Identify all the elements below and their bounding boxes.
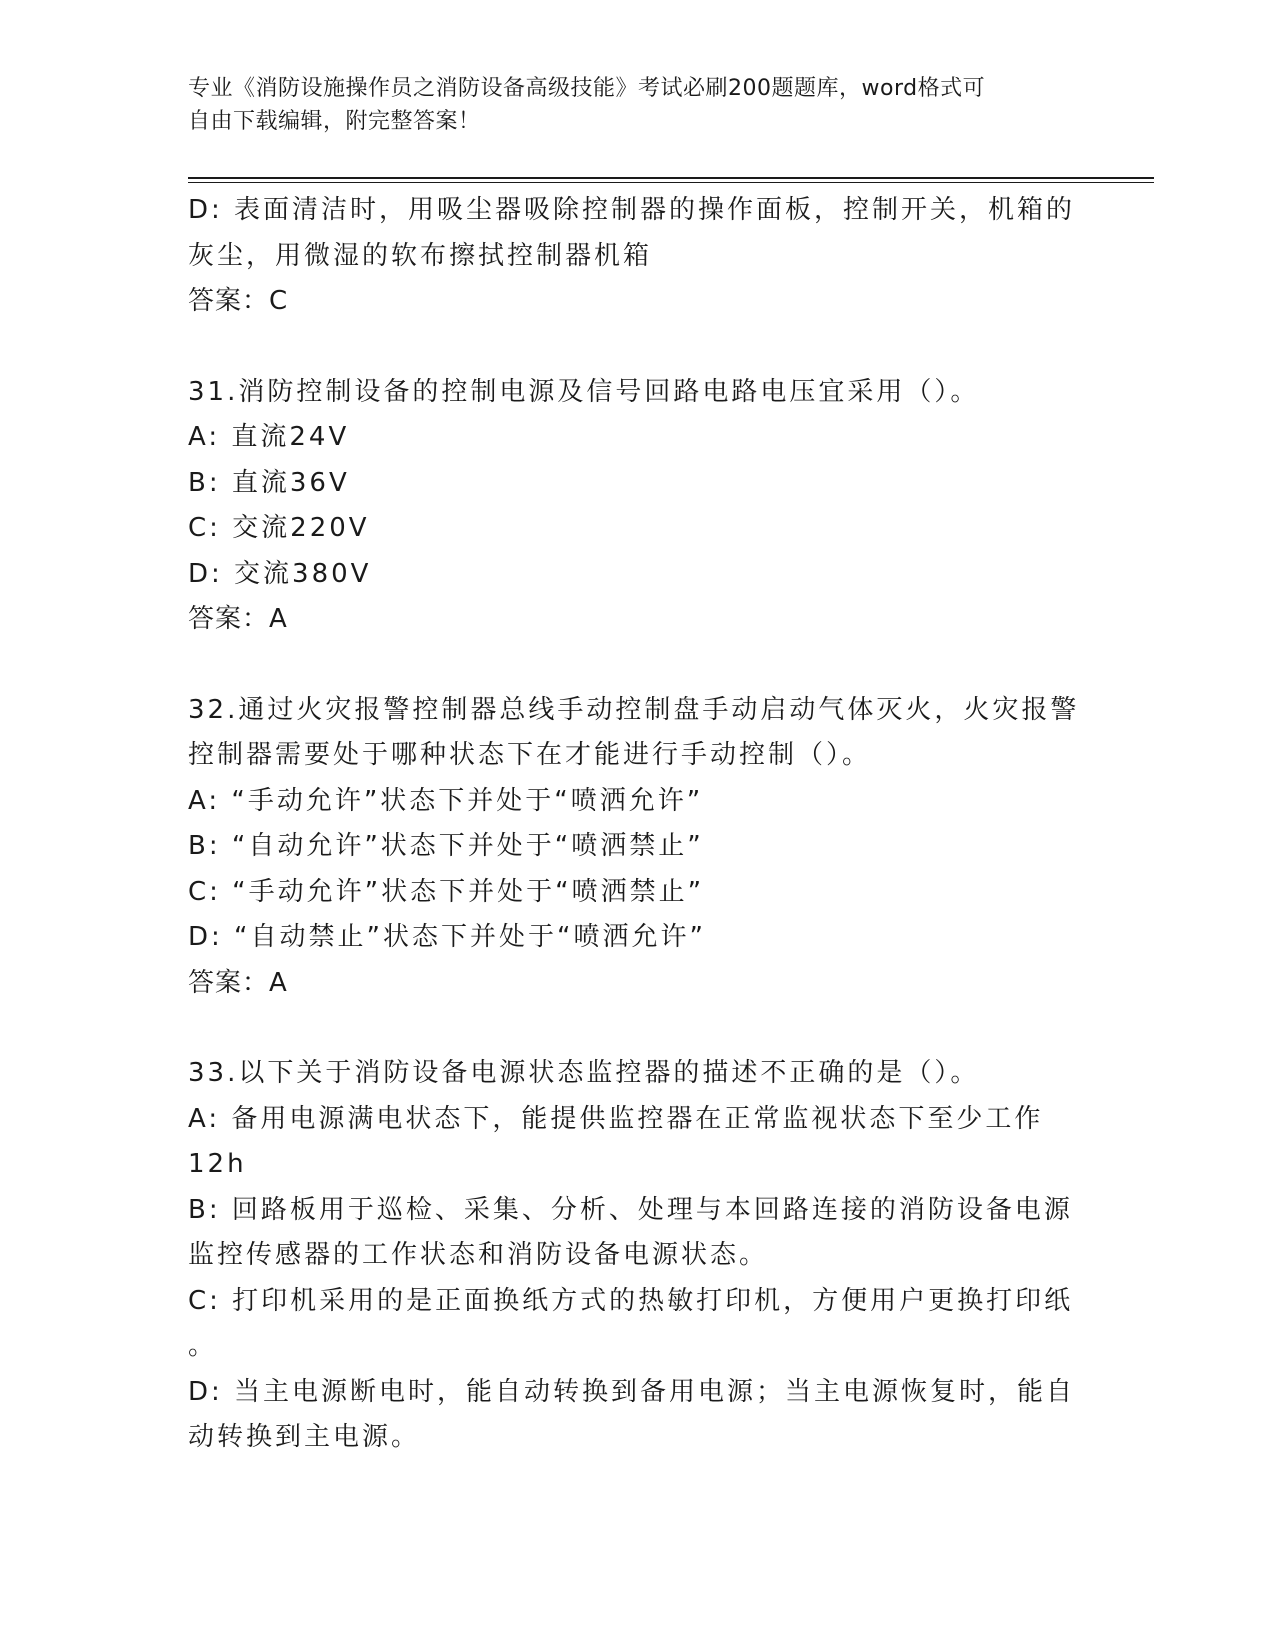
option-b: B: “自动允许”状态下并处于“喷洒禁止” <box>188 831 704 861</box>
question-stem: 33.以下关于消防设备电源状态监控器的描述不正确的是（）。 <box>188 1058 980 1088</box>
question-33 <box>188 1051 1088 1461</box>
option-d-line-2: 灰尘，用微湿的软布擦拭控制器机箱 <box>188 240 653 271</box>
option-b: B: 直流36V <box>188 467 350 498</box>
answer-label: 答案：C <box>188 286 289 316</box>
question-stem: 31.消防控制设备的控制电源及信号回路电路电压宜采用（）。 <box>188 376 980 407</box>
option-b-line-2: 监控传感器的工作状态和消防设备电源状态。 <box>188 1240 769 1270</box>
header-divider-thick <box>188 177 1154 179</box>
option-c-line-1: C: 打印机采用的是正面换纸方式的热敏打印机，方便用户更换打印纸 <box>188 1285 1074 1316</box>
header-divider-thin <box>188 182 1154 183</box>
answer-label: 答案：A <box>188 604 288 634</box>
option-a: A: “手动允许”状态下并处于“喷洒允许” <box>188 785 704 816</box>
header-line-1: 专业《消防设施操作员之消防设备高级技能》考试必刷200题题库，word格式可 <box>188 76 986 101</box>
option-d-line-1: D: 表面清洁时，用吸尘器吸除控制器的操作面板，控制开关，机箱的 <box>188 195 1076 225</box>
previous-question-tail <box>188 188 1088 325</box>
question-32 <box>188 688 1088 1007</box>
spacer <box>188 1006 1088 1051</box>
option-a-line-1: A: 备用电源满电状态下，能提供监控器在正常监视状态下至少工作 <box>188 1103 1044 1134</box>
option-d: D: “自动禁止”状态下并处于“喷洒允许” <box>188 922 706 952</box>
question-stem-line-1: 32.通过火灾报警控制器总线手动控制盘手动启动气体灭火，火灾报警 <box>188 694 1080 725</box>
option-c: C: 交流220V <box>188 513 370 543</box>
option-b-line-1: B: 回路板用于巡检、采集、分析、处理与本回路连接的消防设备电源 <box>188 1194 1073 1225</box>
option-c: C: “手动允许”状态下并处于“喷洒禁止” <box>188 876 705 907</box>
header-line-2: 自由下载编辑，附完整答案！ <box>188 109 481 134</box>
question-content <box>188 188 1088 1461</box>
spacer <box>188 643 1088 688</box>
spacer <box>188 325 1088 370</box>
question-stem-line-2: 控制器需要处于哪种状态下在才能进行手动控制（）。 <box>188 740 872 770</box>
question-31 <box>188 370 1088 643</box>
document-header <box>188 72 1088 138</box>
option-d-line-1: D: 当主电源断电时，能自动转换到备用电源；当主电源恢复时，能自 <box>188 1376 1076 1407</box>
option-d-line-2: 动转换到主电源。 <box>188 1422 421 1452</box>
answer-label: 答案：A <box>188 967 288 998</box>
option-d: D: 交流380V <box>188 558 372 589</box>
option-a-line-2: 12h <box>188 1149 247 1179</box>
option-c-line-2: 。 <box>188 1331 218 1361</box>
option-a: A: 直流24V <box>188 422 350 452</box>
